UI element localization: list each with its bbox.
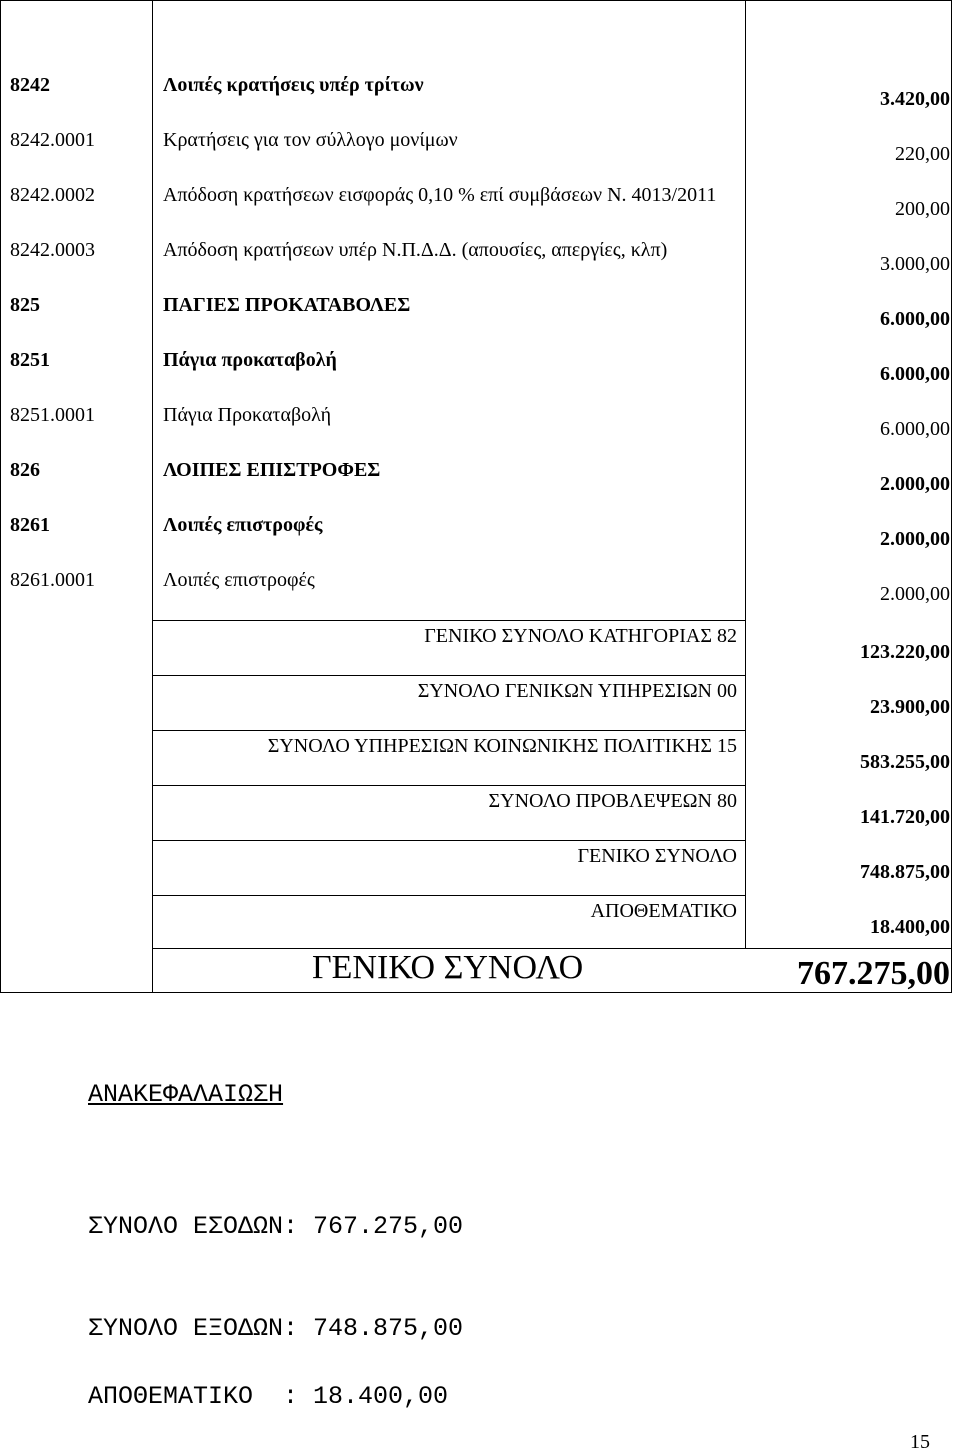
summary-amount: 18.400,00 bbox=[870, 916, 950, 938]
table-border-right bbox=[951, 0, 952, 993]
recap-heading: ΑΝΑΚΕΦΑΛΑΙΩΣΗ bbox=[88, 1080, 284, 1109]
account-code: 8261.0001 bbox=[10, 569, 95, 591]
table-border-top bbox=[0, 0, 952, 1]
summary-label: ΣΥΝΟΛΟ ΓΕΝΙΚΩΝ ΥΠΗΡΕΣΙΩΝ 00 bbox=[417, 680, 737, 702]
account-code: 826 bbox=[10, 459, 40, 481]
summary-amount: 23.900,00 bbox=[870, 696, 950, 718]
summary-divider bbox=[152, 730, 746, 731]
summary-divider bbox=[152, 675, 746, 676]
account-amount: 2.000,00 bbox=[880, 583, 950, 605]
account-description: Πάγια Προκαταβολή bbox=[163, 404, 332, 426]
table-column-divider-code bbox=[152, 0, 153, 620]
page-number: 15 bbox=[910, 1431, 930, 1453]
account-code: 8242.0003 bbox=[10, 239, 95, 261]
recap-expenses: ΣΥΝΟΛΟ ΕΞΟΔΩΝ: 748.875,00 bbox=[88, 1314, 464, 1343]
account-description: Λοιπές κρατήσεις υπέρ τρίτων bbox=[163, 74, 424, 96]
account-description: Λοιπές επιστροφές bbox=[163, 569, 315, 591]
account-amount: 220,00 bbox=[895, 143, 950, 165]
account-description: Κρατήσεις για τον σύλλογο μονίμων bbox=[163, 129, 458, 151]
account-amount: 6.000,00 bbox=[880, 308, 950, 330]
table-column-divider-amount bbox=[745, 0, 746, 948]
summary-divider bbox=[152, 620, 746, 621]
summary-divider bbox=[152, 840, 746, 841]
account-description: Απόδοση κρατήσεων εισφοράς 0,10 % επί συμβάσεων Ν. 4013/2011 bbox=[163, 184, 717, 206]
account-description: ΠΑΓΙΕΣ ΠΡΟΚΑΤΑΒΟΛΕΣ bbox=[163, 294, 411, 316]
grand-total-label: ΓΕΝΙΚΟ ΣΥΝΟΛΟ bbox=[312, 949, 584, 986]
summary-divider bbox=[152, 785, 746, 786]
summary-amount: 583.255,00 bbox=[860, 751, 950, 773]
recap-income: ΣΥΝΟΛΟ ΕΣΟΔΩΝ: 767.275,00 bbox=[88, 1212, 464, 1241]
summary-label: ΓΕΝΙΚΟ ΣΥΝΟΛΟ ΚΑΤΗΓΟΡΙΑΣ 82 bbox=[424, 625, 737, 647]
account-description: ΛΟΙΠΕΣ ΕΠΙΣΤΡΟΦΕΣ bbox=[163, 459, 381, 481]
account-amount: 6.000,00 bbox=[880, 363, 950, 385]
account-amount: 200,00 bbox=[895, 198, 950, 220]
account-code: 8251 bbox=[10, 349, 50, 371]
grand-total-amount: 767.275,00 bbox=[797, 955, 950, 992]
account-amount: 2.000,00 bbox=[880, 473, 950, 495]
account-code: 8242.0001 bbox=[10, 129, 95, 151]
summary-label: ΣΥΝΟΛΟ ΠΡΟΒΛΕΨΕΩΝ 80 bbox=[488, 790, 737, 812]
account-amount: 3.000,00 bbox=[880, 253, 950, 275]
account-code: 8261 bbox=[10, 514, 50, 536]
account-description: Απόδοση κρατήσεων υπέρ Ν.Π.Δ.Δ. (απουσίες, απεργίες, κλπ) bbox=[163, 239, 668, 261]
summary-amount: 123.220,00 bbox=[860, 641, 950, 663]
summary-label: ΑΠΟΘΕΜΑΤΙΚΟ bbox=[590, 900, 737, 922]
account-code: 8242 bbox=[10, 74, 50, 96]
table-border-left bbox=[0, 0, 1, 993]
summary-label: ΣΥΝΟΛΟ ΥΠΗΡΕΣΙΩΝ ΚΟΙΝΩΝΙΚΗΣ ΠΟΛΙΤΙΚΗΣ 15 bbox=[267, 735, 737, 757]
account-code: 825 bbox=[10, 294, 40, 316]
summary-amount: 141.720,00 bbox=[860, 806, 950, 828]
summary-divider bbox=[152, 895, 746, 896]
account-code: 8251.0001 bbox=[10, 404, 95, 426]
recap-reserve: ΑΠΟΘΕΜΑΤΙΚΟ : 18.400,00 bbox=[88, 1382, 449, 1411]
summary-label: ΓΕΝΙΚΟ ΣΥΝΟΛΟ bbox=[577, 845, 737, 867]
account-amount: 6.000,00 bbox=[880, 418, 950, 440]
account-description: Λοιπές επιστροφές bbox=[163, 514, 323, 536]
account-description: Πάγια προκαταβολή bbox=[163, 349, 337, 371]
summary-amount: 748.875,00 bbox=[860, 861, 950, 883]
account-code: 8242.0002 bbox=[10, 184, 95, 206]
account-amount: 3.420,00 bbox=[880, 88, 950, 110]
account-amount: 2.000,00 bbox=[880, 528, 950, 550]
